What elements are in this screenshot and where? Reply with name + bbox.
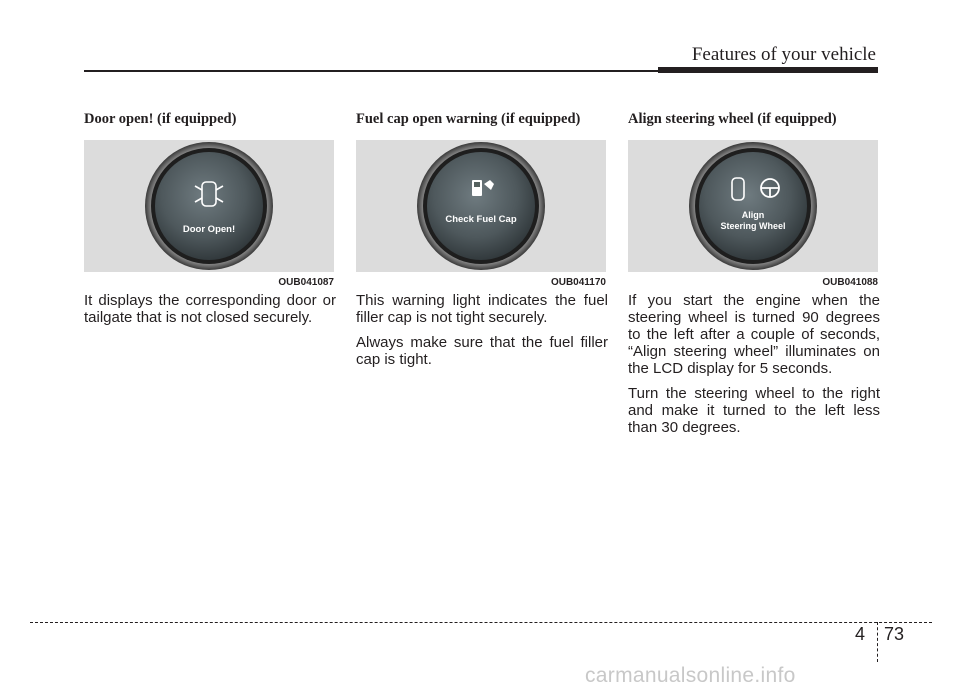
paragraph: Always make sure that the fuel filler cap is tight. xyxy=(356,334,608,368)
paragraph: Turn the steering wheel to the right and make it turned to the left less than 30 degrees. xyxy=(628,385,880,436)
lcd-text: Check Fuel Cap xyxy=(445,214,517,225)
figure-code: OUB041088 xyxy=(822,277,878,288)
header-rule-accent xyxy=(658,67,878,73)
figure-code: OUB041087 xyxy=(278,277,334,288)
footer-divider xyxy=(30,622,932,623)
chapter-number: 4 xyxy=(855,624,866,644)
paragraph: This warning light indicates the fuel filler cap is not tight securely. xyxy=(356,292,608,326)
section-fuel-cap xyxy=(356,110,608,376)
lcd-text-line2: Steering Wheel xyxy=(720,221,786,231)
section-align-steering xyxy=(628,110,880,444)
section-heading: Door open! (if equipped) xyxy=(84,111,237,127)
section-heading: Fuel cap open warning (if equipped) xyxy=(356,111,581,127)
section-door-open xyxy=(84,110,336,334)
figure-door-open xyxy=(84,140,334,288)
section-heading: Align steering wheel (if equipped) xyxy=(628,111,837,127)
page-number: 73 xyxy=(884,624,905,644)
figure-align-steering xyxy=(628,140,878,288)
lcd-text: Door Open! xyxy=(182,224,236,235)
lcd-text-line1: Align xyxy=(741,210,765,220)
figure-code: OUB041170 xyxy=(550,277,606,288)
paragraph: It displays the corresponding door or tailgate that is not closed securely. xyxy=(84,292,336,326)
header-title: Features of your vehicle xyxy=(691,44,876,65)
paragraph: If you start the engine when the steering wheel is turned 90 degrees to the left after a couple of seconds, “Align steering wheel” illuminates on the LCD display for 5 seconds. xyxy=(628,292,880,377)
figure-fuel-cap xyxy=(356,140,606,288)
watermark: carmanualsonline.info xyxy=(585,664,796,687)
footer-page-divider xyxy=(877,622,878,662)
